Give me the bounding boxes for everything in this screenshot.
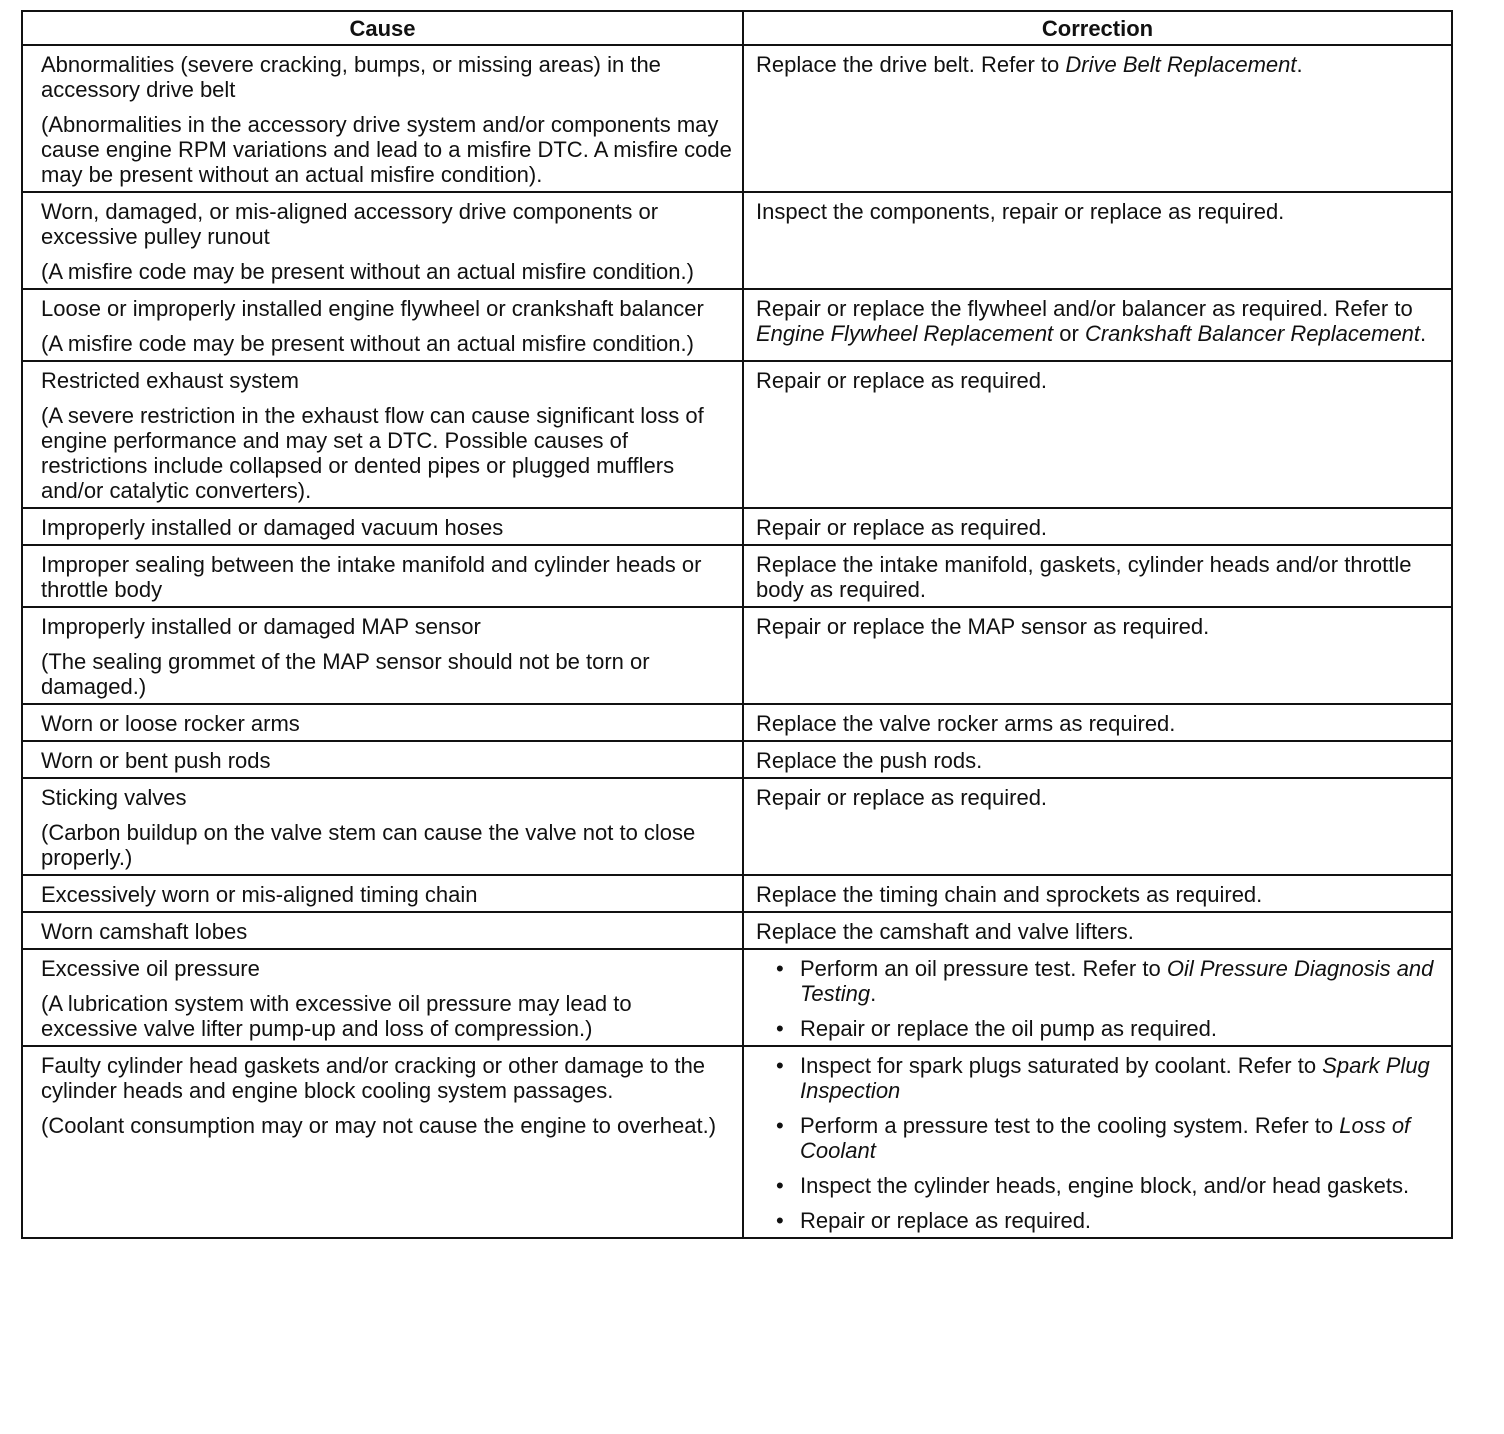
cause-cell <box>22 545 743 607</box>
correction-text-segment: . <box>1420 321 1427 346</box>
cause-text: Improper sealing between the intake manifold and cylinder heads or throttle body <box>41 552 702 602</box>
correction-text-segment: Repair or replace as required. <box>756 515 1048 540</box>
correction-text <box>756 552 1441 602</box>
cause-text: Worn camshaft lobes <box>41 919 248 944</box>
correction-step <box>800 1053 1441 1103</box>
cause-cell <box>22 912 743 949</box>
cause-note: (Carbon buildup on the valve stem can cause the valve not to close properly.) <box>41 820 696 870</box>
cause-note: (A severe restriction in the exhaust flow can cause significant loss of engine performance and may set a DTC. Possible causes of restrictions include collapsed or dented pipes or plugged mufflers and/or catalytic converters). <box>41 403 704 503</box>
correction-steps-list <box>756 1053 1441 1233</box>
reference-link-text: Drive Belt Replacement <box>1065 52 1297 77</box>
correction-cell <box>743 508 1452 545</box>
cause-note: (A misfire code may be present without an actual misfire condition.) <box>41 331 694 356</box>
correction-text-segment: . <box>870 981 877 1006</box>
correction-text-segment: Replace the timing chain and sprockets as required. <box>756 882 1263 907</box>
correction-cell <box>743 704 1452 741</box>
table-row <box>22 289 1452 361</box>
correction-step <box>800 1016 1441 1041</box>
correction-text-segment: Repair or replace as required. <box>756 785 1048 810</box>
correction-text <box>756 711 1441 736</box>
cause-note: (A misfire code may be present without an actual misfire condition.) <box>41 259 694 284</box>
table-row <box>22 949 1452 1046</box>
table-row <box>22 1046 1452 1238</box>
cause-cell <box>22 508 743 545</box>
table-row <box>22 607 1452 704</box>
cause-cell <box>22 949 743 1046</box>
cause-cell <box>22 192 743 289</box>
reference-link-text: Spark Plug Inspection <box>800 1053 1430 1103</box>
table-row <box>22 545 1452 607</box>
cause-cell <box>22 361 743 508</box>
reference-link-text: Loss of Coolant <box>800 1113 1411 1163</box>
correction-cell <box>743 949 1452 1046</box>
cause-text: Faulty cylinder head gaskets and/or cracking or other damage to the cylinder heads and engine block cooling system passages. <box>41 1053 706 1103</box>
table-row <box>22 45 1452 192</box>
reference-link-text: Engine Flywheel Replacement <box>756 321 1054 346</box>
table-row <box>22 704 1452 741</box>
correction-text <box>756 785 1441 810</box>
correction-text <box>756 882 1441 907</box>
correction-text <box>756 296 1441 346</box>
cause-cell <box>22 741 743 778</box>
correction-text <box>756 614 1441 639</box>
correction-step <box>800 956 1441 1006</box>
cause-text: Improperly installed or damaged MAP sensor <box>41 614 481 639</box>
correction-text-segment: Replace the intake manifold, gaskets, cylinder heads and/or throttle body as required. <box>756 552 1412 602</box>
cause-text: Excessively worn or mis-aligned timing chain <box>41 882 478 907</box>
correction-step <box>800 1113 1441 1163</box>
cause-text: Abnormalities (severe cracking, bumps, or missing areas) in the accessory drive belt <box>41 52 661 102</box>
correction-text <box>756 199 1441 224</box>
header-row <box>22 11 1452 45</box>
cause-cell <box>22 607 743 704</box>
correction-text-segment: or <box>1053 321 1085 346</box>
cause-note: (Coolant consumption may or may not cause the engine to overheat.) <box>41 1113 717 1138</box>
cause-note: (Abnormalities in the accessory drive system and/or components may cause engine RPM variations and lead to a misfire DTC. A misfire code may be present without an actual misfire condition). <box>41 112 732 187</box>
correction-steps-list <box>756 956 1441 1041</box>
correction-text-segment: Replace the push rods. <box>756 748 983 773</box>
correction-text <box>756 368 1441 393</box>
table-body <box>22 45 1452 1238</box>
correction-text-segment: Repair or replace the flywheel and/or balancer as required. Refer to <box>756 296 1413 321</box>
cause-cell <box>22 778 743 875</box>
cause-cell <box>22 875 743 912</box>
cause-cell <box>22 45 743 192</box>
correction-step <box>800 1173 1441 1198</box>
correction-text-segment: Repair or replace as required. <box>756 368 1048 393</box>
correction-cell <box>743 912 1452 949</box>
correction-text-segment: Repair or replace as required. <box>800 1208 1092 1233</box>
correction-cell <box>743 545 1452 607</box>
correction-text-segment: Replace the valve rocker arms as required. <box>756 711 1176 736</box>
correction-column-header: Correction <box>743 11 1452 45</box>
correction-cell <box>743 741 1452 778</box>
correction-text-segment: Perform a pressure test to the cooling system. Refer to <box>800 1113 1340 1138</box>
cause-text: Improperly installed or damaged vacuum hoses <box>41 515 504 540</box>
correction-cell <box>743 875 1452 912</box>
correction-cell <box>743 289 1452 361</box>
cause-correction-table <box>21 10 1453 1239</box>
reference-link-text: Crankshaft Balancer Replacement <box>1084 321 1421 346</box>
cause-note: (A lubrication system with excessive oil pressure may lead to excessive valve lifter pump-up and loss of compression.) <box>41 991 632 1041</box>
correction-text <box>756 515 1441 540</box>
cause-text: Worn, damaged, or mis-aligned accessory drive components or excessive pulley runout <box>41 199 659 249</box>
correction-cell <box>743 778 1452 875</box>
correction-cell <box>743 192 1452 289</box>
table-row <box>22 741 1452 778</box>
table-row <box>22 361 1452 508</box>
correction-text-segment: . <box>1296 52 1303 77</box>
correction-cell <box>743 361 1452 508</box>
correction-text-segment: Repair or replace the MAP sensor as required. <box>756 614 1210 639</box>
cause-text: Restricted exhaust system <box>41 368 299 393</box>
correction-text-segment: Inspect the components, repair or replace as required. <box>756 199 1285 224</box>
table-row <box>22 508 1452 545</box>
correction-step <box>800 1208 1441 1233</box>
correction-text <box>756 52 1441 77</box>
correction-text <box>756 919 1441 944</box>
correction-cell <box>743 1046 1452 1238</box>
correction-text-segment: Replace the drive belt. Refer to <box>756 52 1066 77</box>
cause-text: Worn or loose rocker arms <box>41 711 300 736</box>
correction-cell <box>743 45 1452 192</box>
cause-text: Worn or bent push rods <box>41 748 271 773</box>
cause-text: Loose or improperly installed engine flywheel or crankshaft balancer <box>41 296 704 321</box>
cause-text: Sticking valves <box>41 785 187 810</box>
correction-text <box>756 748 1441 773</box>
reference-link-text: Oil Pressure Diagnosis and Testing <box>800 956 1434 1006</box>
correction-cell <box>743 607 1452 704</box>
correction-text-segment: Replace the camshaft and valve lifters. <box>756 919 1134 944</box>
cause-note: (The sealing grommet of the MAP sensor should not be torn or damaged.) <box>41 649 650 699</box>
table-row <box>22 778 1452 875</box>
table-row <box>22 875 1452 912</box>
table-row <box>22 192 1452 289</box>
correction-text-segment: Perform an oil pressure test. Refer to <box>800 956 1167 981</box>
table-row <box>22 912 1452 949</box>
cause-cell <box>22 704 743 741</box>
cause-cell <box>22 1046 743 1238</box>
cause-text: Excessive oil pressure <box>41 956 260 981</box>
correction-text-segment: Inspect for spark plugs saturated by coolant. Refer to <box>800 1053 1323 1078</box>
correction-text-segment: Repair or replace the oil pump as required. <box>800 1016 1218 1041</box>
cause-column-header: Cause <box>22 11 743 45</box>
correction-text-segment: Inspect the cylinder heads, engine block, and/or head gaskets. <box>800 1173 1410 1198</box>
cause-cell <box>22 289 743 361</box>
